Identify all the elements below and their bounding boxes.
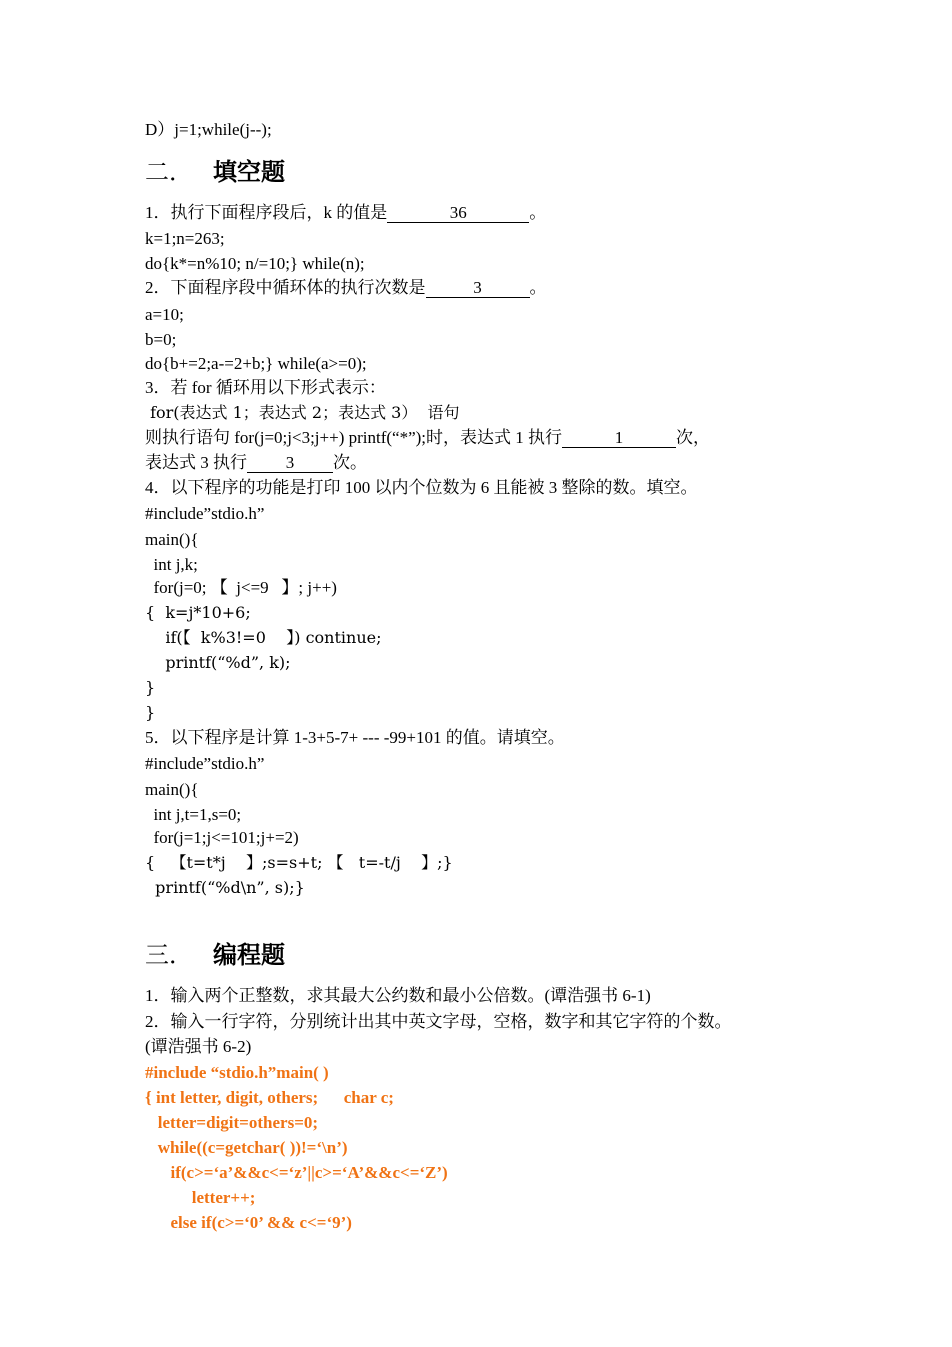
question-4-code-4: for(j=0; 【 j<=9 】; j++) xyxy=(145,578,337,597)
question-2-line xyxy=(145,278,547,298)
solution-code-2: { int letter, digit, others; char c; xyxy=(145,1088,394,1107)
question-5-code-1: #include”stdio.h” xyxy=(145,754,265,773)
question-3-line-2: for(表达式 1；表达式 2；表达式 3） 语句 xyxy=(145,403,460,422)
question-3-line-1: 3．若 for 循环用以下形式表示： xyxy=(145,378,386,397)
question-4-code-9: } xyxy=(145,703,156,722)
solution-code-1: #include “stdio.h”main( ) xyxy=(145,1063,329,1082)
solution-code-5: if(c>=‘a’&&c<=‘z’||c>=‘A’&&c<=‘Z’) xyxy=(145,1163,448,1182)
section-3-title: 编程题 xyxy=(213,941,285,969)
question-5-code-6: printf(“%d\n”, s);} xyxy=(145,878,305,897)
problem-2-line-1: 2．输入一行字符，分别统计出其中英文字母，空格，数字和其它字符的个数。 xyxy=(145,1012,732,1031)
question-4-code-6: if(【 k%3!=0 】) continue; xyxy=(145,628,382,647)
question-3-line-3 xyxy=(145,428,710,448)
section-2-number: 二． xyxy=(145,158,193,186)
solution-code-7: else if(c>=‘0’ && c<=‘9’) xyxy=(145,1213,352,1232)
solution-code-6: letter++; xyxy=(145,1188,256,1207)
section-3-heading xyxy=(145,941,285,969)
question-4-code-3: int j,k; xyxy=(145,555,198,574)
question-3-text-4: 表达式 3 执行 xyxy=(145,453,247,472)
question-2-code-3: do{b+=2;a-=2+b;} while(a>=0); xyxy=(145,354,367,373)
question-3-text-3: 则执行语句 for(j=0;j<3;j++) printf(“*”);时，表达式 1 执行 xyxy=(145,428,563,447)
question-3-end-4: 次。 xyxy=(333,453,367,472)
question-2-code-1: a=10; xyxy=(145,305,184,324)
question-4-code-2: main(){ xyxy=(145,530,199,549)
question-5-code-5: { 【t=t*j 】;s=s+t; 【 t=-t/j 】;} xyxy=(145,853,453,872)
question-1-end: 。 xyxy=(529,203,547,222)
question-4-code-1: #include”stdio.h” xyxy=(145,504,265,523)
question-1-text: 1．执行下面程序段后，k 的值是 xyxy=(145,203,388,222)
question-4-line: 4．以下程序的功能是打印 100 以内个位数为 6 且能被 3 整除的数。填空。 xyxy=(145,478,698,497)
question-4-code-7: printf(“%d”, k); xyxy=(145,653,291,672)
question-2-code-2: b=0; xyxy=(145,330,177,349)
question-2-text: 2．下面程序段中循环体的执行次数是 xyxy=(145,278,426,297)
section-2-heading xyxy=(145,158,285,186)
question-1-code-2: do{k*=n%10; n/=10;} while(n); xyxy=(145,254,365,273)
question-4-code-5: { k=j*10+6; xyxy=(145,603,251,622)
question-3-line-4 xyxy=(145,453,367,473)
question-5-code-4: for(j=1;j<=101;j+=2) xyxy=(145,828,299,847)
question-5-code-3: int j,t=1,s=0; xyxy=(145,805,242,824)
question-5-line: 5．以下程序是计算 1-3+5-7+ --- -99+101 的值。请填空。 xyxy=(145,728,565,747)
question-1-code-1: k=1;n=263; xyxy=(145,229,225,248)
section-3-number: 三． xyxy=(145,941,193,969)
question-1-answer: 36 xyxy=(387,204,529,223)
option-d-line: D）j=1;while(j--); xyxy=(145,120,272,139)
problem-1-line: 1．输入两个正整数，求其最大公约数和最小公倍数。(谭浩强书 6-1) xyxy=(145,986,651,1005)
question-4-code-8: } xyxy=(145,678,156,697)
question-2-end: 。 xyxy=(529,278,547,297)
question-2-answer: 3 xyxy=(426,279,530,298)
question-3-answer-1: 1 xyxy=(562,429,676,448)
section-2-title: 填空题 xyxy=(213,158,285,186)
problem-2-line-2: (谭浩强书 6-2) xyxy=(145,1037,252,1056)
question-5-code-2: main(){ xyxy=(145,780,199,799)
solution-code-4: while((c=getchar( ))!=‘\n’) xyxy=(145,1138,348,1157)
solution-code-3: letter=digit=others=0; xyxy=(145,1113,319,1132)
question-1-line xyxy=(145,203,546,223)
question-3-answer-2: 3 xyxy=(247,454,333,473)
question-3-end-3: 次， xyxy=(676,428,711,447)
